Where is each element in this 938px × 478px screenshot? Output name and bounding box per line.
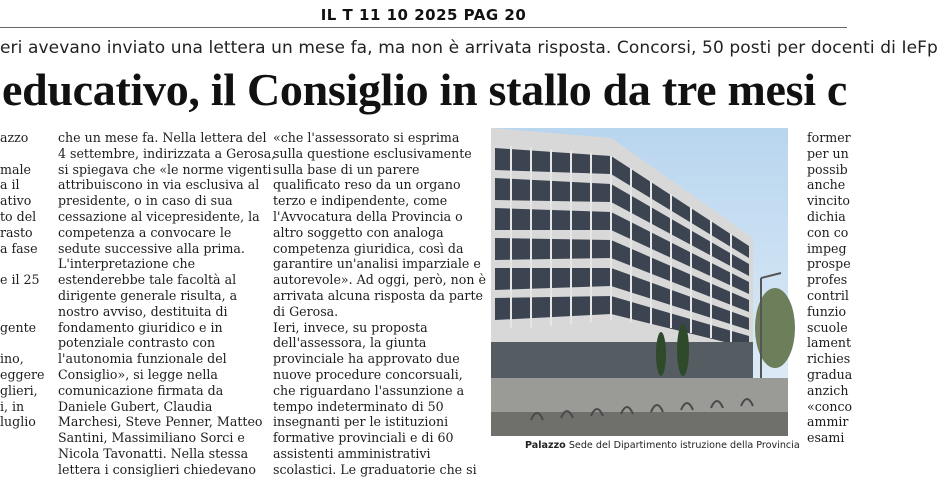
text-line: a il — [0, 177, 20, 193]
text-line: con co — [807, 224, 849, 240]
caption-label: Palazzo — [525, 440, 566, 451]
text-line: che riguardano l'assunzione a — [273, 382, 465, 398]
text-line: i, in — [0, 398, 25, 414]
text-line: contril — [807, 287, 849, 303]
text-line: autorevole». Ad oggi, però, non è — [273, 272, 486, 288]
text-line: scolastici. Le graduatorie che si — [273, 461, 477, 477]
text-line: luglio — [0, 414, 36, 430]
text-line: fondamento giuridico e in — [58, 319, 223, 335]
masthead-text: IL T 11 10 2025 PAG 20 — [320, 6, 527, 24]
text-line: nuove procedure concorsuali, — [273, 366, 463, 382]
text-line: lettera i consiglieri chiedevano — [58, 461, 256, 477]
text-line: cessazione al vicepresidente, la — [58, 208, 260, 224]
text-line: possib — [807, 161, 848, 177]
column-left-cut — [0, 130, 45, 430]
masthead-rule — [0, 27, 847, 28]
text-line — [0, 288, 40, 304]
text-line: Santini, Massimiliano Sorci e — [58, 430, 245, 446]
text-line: altro soggetto con analoga — [273, 224, 444, 240]
article-headline: educativo, il Consiglio in stallo da tre mesi c — [2, 64, 847, 115]
text-line: «che l'assessorato si esprima — [273, 130, 460, 145]
text-line: potenziale contrasto con — [58, 335, 216, 351]
column-1 — [58, 130, 276, 478]
text-line: competenza giuridica, così da — [273, 240, 464, 256]
text-line: former — [807, 130, 851, 145]
text-line: si spiegava che «le norme vigenti — [58, 161, 272, 177]
text-line: funzio — [807, 303, 847, 319]
text-line: per un — [807, 145, 849, 161]
text-line: dichia — [807, 208, 846, 224]
text-line — [0, 335, 40, 351]
text-line: azzo — [0, 130, 29, 145]
text-line: Daniele Gubert, Claudia — [58, 398, 213, 414]
text-line: glieri, — [0, 382, 38, 398]
text-line — [0, 146, 40, 162]
text-line: sedute successive alla prima. — [58, 240, 245, 256]
text-line: 4 settembre, indirizzata a Gerosa, — [58, 145, 276, 161]
text-line: a fase — [0, 240, 38, 256]
text-line: scuole — [807, 319, 848, 335]
text-line: Marchesi, Steve Penner, Matteo — [58, 414, 263, 430]
text-line: vincito — [807, 193, 850, 209]
text-line: presidente, o in caso di sua — [58, 193, 233, 209]
text-line: di Gerosa. — [273, 303, 339, 319]
text-line: l'autonomia funzionale del — [58, 351, 227, 367]
text-line: competenza a convocare le — [58, 224, 232, 240]
text-line: sulla base di un parere — [273, 161, 420, 177]
text-line: l'Avvocatura della Provincia o — [273, 208, 463, 224]
text-line: to del — [0, 208, 37, 224]
text-line: impeg — [807, 240, 847, 256]
text-line: sulla questione esclusivamente — [273, 145, 472, 161]
column-right-cut — [807, 130, 853, 446]
text-line: L'interpretazione che — [58, 256, 196, 272]
text-line: prospe — [807, 256, 851, 272]
text-line: dirigente generale risulta, a — [58, 287, 238, 303]
text-line: Ieri, invece, su proposta — [273, 319, 428, 335]
building-illustration — [491, 128, 788, 436]
column-2 — [273, 130, 486, 478]
text-line — [0, 304, 40, 320]
text-line: estenderebbe tale facoltà al — [58, 272, 237, 288]
text-line: richies — [807, 351, 851, 367]
text-line: rasto — [0, 224, 33, 240]
page-masthead — [0, 0, 847, 28]
text-line: «conco — [807, 398, 853, 414]
text-line: anche — [807, 177, 846, 193]
text-line: ativo — [0, 193, 32, 209]
text-line: che un mese fa. Nella lettera del — [58, 130, 267, 145]
building-photo — [491, 128, 788, 436]
text-line: terzo e indipendente, come — [273, 193, 448, 209]
text-line — [0, 256, 40, 272]
text-line: assistenti amministrativi — [273, 445, 431, 461]
text-line: gradua — [807, 366, 853, 382]
text-line: provinciale ha approvato due — [273, 351, 460, 367]
text-line: garantire un'analisi imparziale e — [273, 256, 481, 272]
text-line: male — [0, 161, 31, 177]
text-line: gente — [0, 319, 37, 335]
text-line: attribuiscono in via esclusiva al — [58, 177, 260, 193]
text-line: ino, — [0, 351, 24, 367]
text-line: lament — [807, 335, 852, 351]
text-line: dell'assessora, la giunta — [273, 335, 427, 351]
text-line: esami — [807, 430, 845, 446]
text-line: eggere — [0, 366, 45, 382]
caption-text: Sede del Dipartimento istruzione della Provincia — [568, 440, 800, 451]
text-line: ammir — [807, 414, 849, 430]
text-line: nostro avviso, destituita di — [58, 303, 228, 319]
text-line: anzich — [807, 382, 849, 398]
text-line: Nicola Tavonatti. Nella stessa — [58, 445, 249, 461]
text-line: comunicazione firmata da — [58, 382, 224, 398]
text-line: profes — [807, 272, 848, 288]
text-line: formative provinciali e di 60 — [273, 430, 454, 446]
text-line: qualificato reso da un organo — [273, 177, 461, 193]
text-line: arrivata alcuna risposta da parte — [273, 287, 483, 303]
text-line: tempo indeterminato di 50 — [273, 398, 444, 414]
text-line: Consiglio», si legge nella — [58, 366, 218, 382]
photo-caption — [525, 440, 825, 451]
text-line: e il 25 — [0, 272, 40, 288]
article-kicker: eri avevano inviato una lettera un mese fa, ma non è arrivata risposta. Concorsi, 50 posti per docenti di IeFp — [0, 38, 938, 58]
text-line: insegnanti per le istituzioni — [273, 414, 449, 430]
